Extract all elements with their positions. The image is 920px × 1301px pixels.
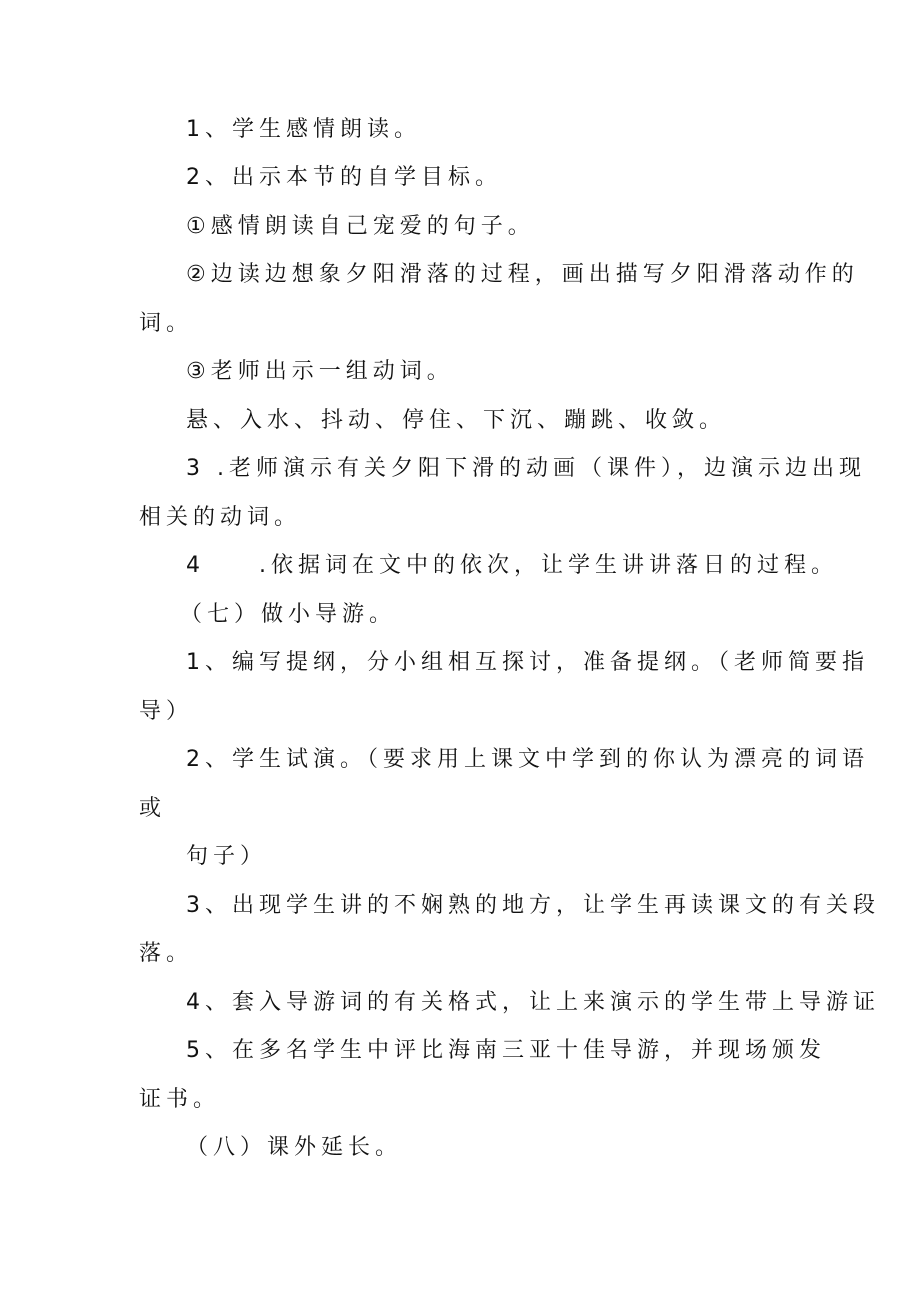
text-line: 1、学生感情朗读。 <box>186 117 421 142</box>
text-line: 或 <box>139 796 167 821</box>
text-line: 悬、入水、抖动、停住、下沉、蹦跳、收敛。 <box>186 408 727 433</box>
section-heading: （八）课外延长。 <box>186 1135 403 1160</box>
text-line: 3 .老师演示有关夕阳下滑的动画（课件），边演示边出现 <box>186 456 866 481</box>
text-line: ①感情朗读自己宠爱的句子。 <box>186 214 535 239</box>
text-line: 2、学生试演。（要求用上课文中学到的你认为漂亮的词语 <box>186 747 869 772</box>
text-line: 落。 <box>139 941 194 966</box>
text-line: 3、出现学生讲的不娴熟的地方，让学生再读课文的有关段 <box>186 893 880 918</box>
text-line: 导） <box>139 699 194 724</box>
text-line: 词。 <box>139 311 194 336</box>
section-heading: （七）做小导游。 <box>180 602 397 627</box>
text-line: 2、出示本节的自学目标。 <box>186 165 502 190</box>
text-line: 证书。 <box>139 1087 221 1112</box>
text-line: 4、套入导游词的有关格式，让上来演示的学生带上导游证 <box>186 990 880 1015</box>
text-line: 句子） <box>186 844 268 869</box>
text-line: ②边读边想象夕阳滑落的过程，画出描写夕阳滑落动作的 <box>186 262 859 287</box>
text-line: 5、在多名学生中评比海南三亚十佳导游，并现场颁发 <box>186 1038 826 1063</box>
text-line: ③老师出示一组动词。 <box>186 359 454 384</box>
text-line: 1、编写提纲，分小组相互探讨，准备提纲。（老师简要指 <box>186 650 869 675</box>
text-line: 相关的动词。 <box>139 505 302 530</box>
text-line: 4 .依据词在文中的依次，让学生讲讲落日的过程。 <box>186 553 838 578</box>
